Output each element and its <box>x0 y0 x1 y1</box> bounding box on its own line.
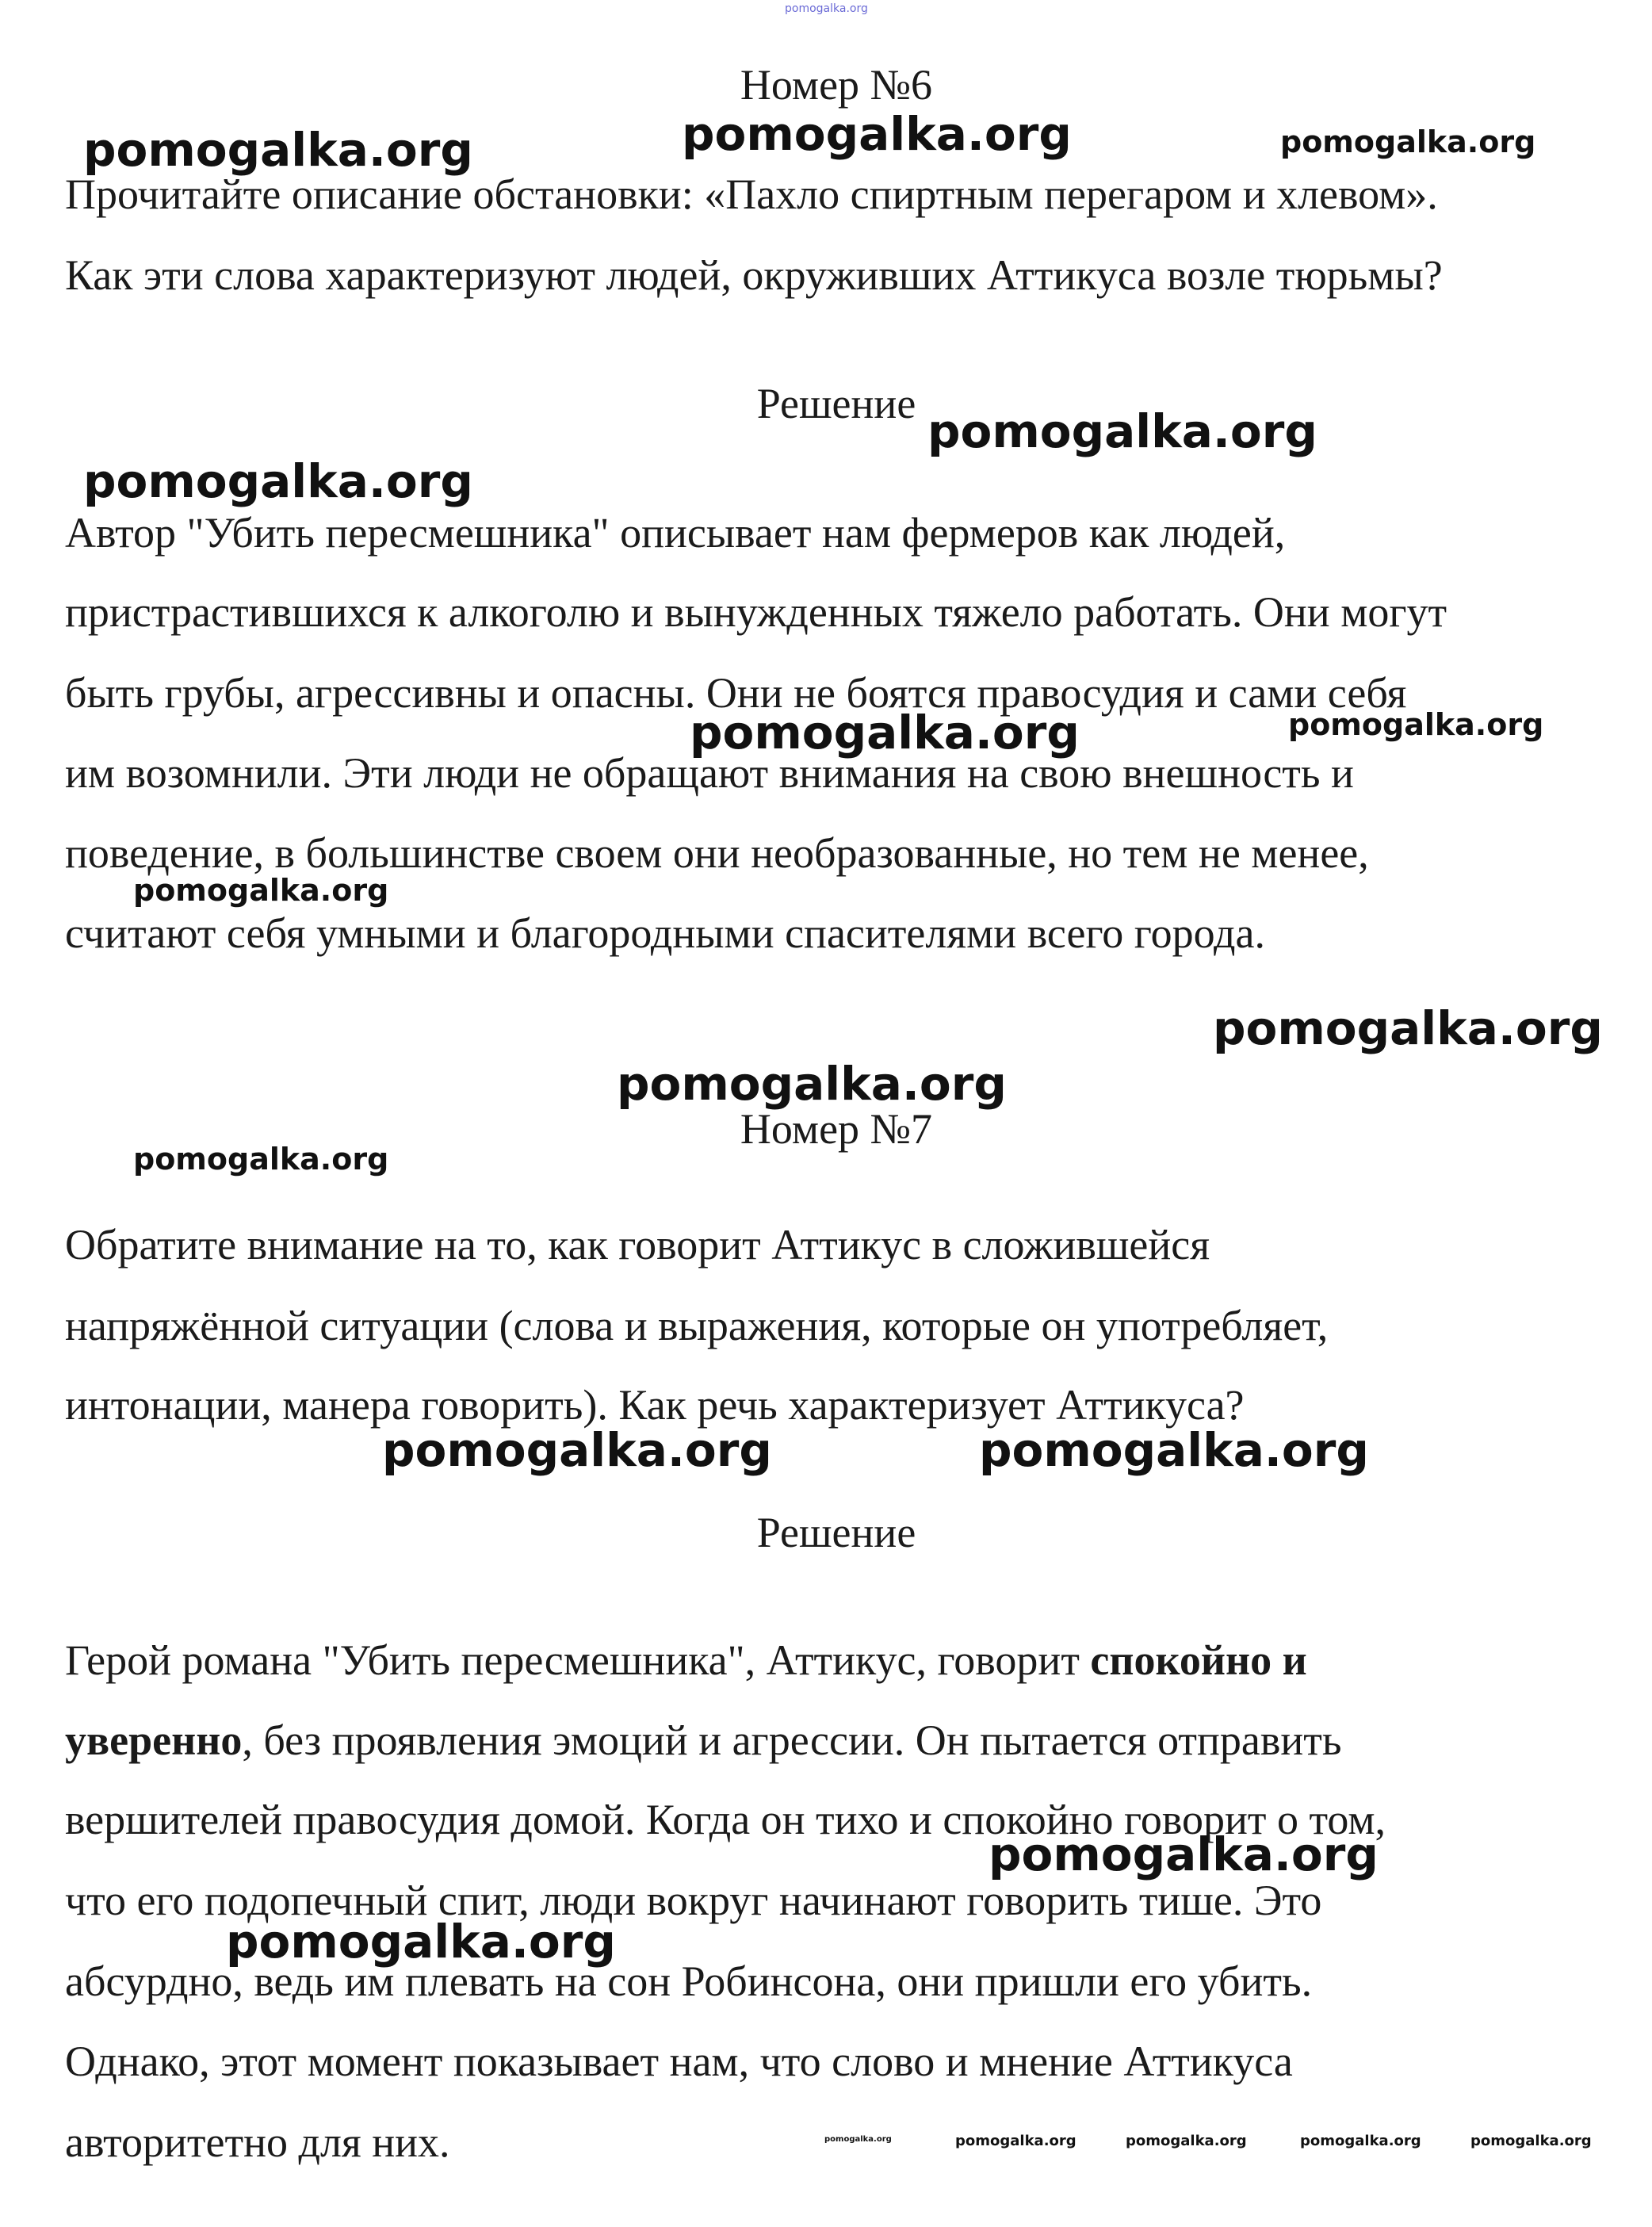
task7-answer-line: вершителей правосудия домой. Когда он тихо и спокойно говорит о том, <box>65 1796 1386 1843</box>
task7-answer-line: авторитетно для них. <box>65 2118 450 2166</box>
task6-title: Номер №6 <box>740 61 933 109</box>
task7-solution-heading: Решение <box>756 1509 916 1556</box>
task6-answer-line: Автор "Убить пересмешника" описывает нам фермеров как людей, <box>65 509 1286 557</box>
task7-answer-line <box>65 1716 1342 1764</box>
task7-answer-line <box>65 1636 1307 1684</box>
watermark: pomogalka.org <box>927 404 1317 458</box>
task6-question-line: Как эти слова характеризуют людей, окруживших Аттикуса возле тюрьмы? <box>65 251 1443 299</box>
task7-question-line: интонации, манера говорить). Как речь характеризует Аттикуса? <box>65 1381 1245 1429</box>
task6-answer-line: им возомнили. Эти люди не обращают внимания на свою внешность и <box>65 749 1354 797</box>
watermark: pomogalka.org <box>617 1057 1007 1111</box>
watermark: pomogalka.org <box>979 1423 1369 1477</box>
task7-question-line: напряжённой ситуации (слова и выражения, которые он употребляет, <box>65 1302 1329 1349</box>
task7-answer-line: что его подопечный спит, люди вокруг начинают говорить тише. Это <box>65 1877 1322 1924</box>
watermark: pomogalka.org <box>83 123 473 177</box>
task6-question-line: Прочитайте описание обстановки: «Пахло спиртным перегаром и хлевом». <box>65 170 1438 218</box>
watermark: pomogalka.org <box>824 2135 892 2144</box>
watermark: pomogalka.org <box>226 1915 616 1969</box>
watermark: pomogalka.org <box>1213 1001 1603 1055</box>
watermark: pomogalka.org <box>83 454 473 508</box>
task7-answer-emphasis: уверенно <box>65 1716 243 1764</box>
task7-question-line: Обратите внимание на то, как говорит Аттикус в сложившейся <box>65 1221 1210 1268</box>
watermark: pomogalka.org <box>1288 707 1544 742</box>
task6-answer-line: поведение, в большинстве своем они необразованные, но тем не менее, <box>65 829 1369 877</box>
watermark: pomogalka.org <box>1126 2133 1247 2149</box>
watermark: pomogalka.org <box>1280 124 1536 159</box>
watermark: pomogalka.org <box>133 1142 389 1177</box>
task7-answer-text: , без проявления эмоций и агрессии. Он пытается отправить <box>242 1716 1342 1764</box>
watermark: pomogalka.org <box>1300 2133 1421 2149</box>
task7-answer-line: Однако, этот момент показывает нам, что слово и мнение Аттикуса <box>65 2038 1293 2085</box>
watermark: pomogalka.org <box>382 1423 772 1477</box>
watermark: pomogalka.org <box>682 107 1072 161</box>
task7-answer-emphasis: спокойно и <box>1090 1636 1307 1684</box>
task6-answer-line: считают себя умными и благородными спасителями всего города. <box>65 909 1265 957</box>
watermark: pomogalka.org <box>989 1827 1379 1881</box>
watermark: pomogalka.org <box>133 873 389 908</box>
task7-answer-line: абсурдно, ведь им плевать на сон Робинсона, они пришли его убить. <box>65 1957 1313 2005</box>
task6-solution-heading: Решение <box>756 380 916 427</box>
watermark: pomogalka.org <box>1470 2133 1592 2149</box>
header-watermark: pomogalka.org <box>785 2 868 15</box>
task7-title: Номер №7 <box>740 1105 933 1153</box>
task6-answer-line: пристрастившихся к алкоголю и вынужденных тяжело работать. Они могут <box>65 588 1447 636</box>
task7-answer-text: Герой романа "Убить пересмешника", Аттикус, говорит <box>65 1636 1091 1684</box>
task6-answer-line: быть грубы, агрессивны и опасны. Они не боятся правосудия и сами себя <box>65 669 1407 717</box>
watermark: pomogalka.org <box>955 2133 1076 2149</box>
watermark: pomogalka.org <box>690 706 1080 760</box>
